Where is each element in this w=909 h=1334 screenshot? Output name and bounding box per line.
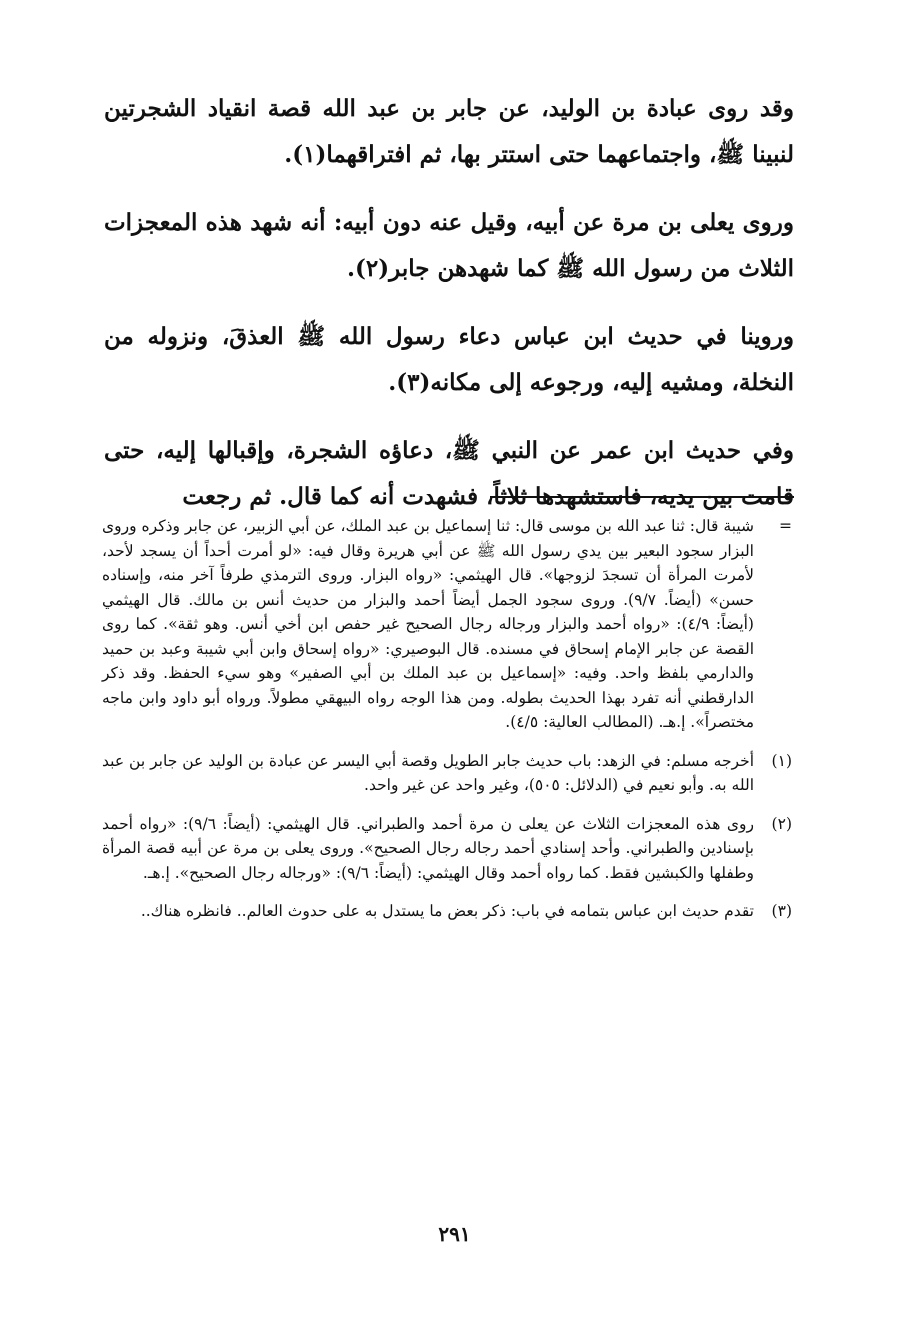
footnote-2 xyxy=(102,812,792,886)
footnote-1 xyxy=(102,749,792,798)
footnote-marker: (٣) xyxy=(771,902,792,920)
footnotes xyxy=(102,514,792,938)
footnote-3 xyxy=(102,899,792,924)
main-paragraph-4: وفي حديث ابن عمر عن النبي ﷺ، دعاؤه الشجرة، وإقبالها إليه، حتى قامت بين يديه، فاستشهدها ثلاثاً، فشهدت أنه كما قال. ثم رجعت xyxy=(104,437,794,510)
footnote-marker: (٢) xyxy=(771,814,792,833)
footnote-text: شيبة قال: ثنا عبد الله بن موسى قال: ثنا إسماعيل بن عبد الملك، عن أبي الزبير، عن جابر وذكره وروى البزار سجود البعير بين يدي رسول الله ﷺ عن أبي هريرة وقال فيه: «لو أمرت أحداً أن يسجد لأحد، لأمرت المرأة أن تسجدَ لزوجها». قال الهيثمي: «رواه البزار. وروى الترمذي طرفاً آخر منه، وإسناده حسن» (أيضاً. ٩/٧). وروى سجود الجمل أيضاً أحمد والبزار من حديث أنس بن مالك. قال الهيثمي (أيضاً: ٤/٩): «رواه أحمد والبزار ورجاله رجال الصحيح غير حفص ابن أخي أنس. وهو ثقة». كما روى القصة عن جابر الإمام إسحاق في مسنده. قال البوصيري: «رواه إسحاق وابن أبي شيبة وعبد بن حميد والدارمي بلفظ واحد. وفيه: «إسماعيل بن عبد الملك بن أبي الصفير» وهو سيء الحفظ. وقد ذكر الدارقطني أنه تفرد بهذا الحديث بطوله. ومن هذا الوجه رواه البيهقي مطولاً. ورواه أبو داود وابن ماجه مختصراً». إ.هـ. (المطالب العالية: ٤/٥). xyxy=(102,517,754,731)
footnote-text: أخرجه مسلم: في الزهد: باب حديث جابر الطويل وقصة أبي اليسر عن عبادة بن الوليد عن جابر بن عبد الله به. وأبو نعيم في (الدلائل: ٥٠٥)، وغير واحد عن غير واحد. xyxy=(102,751,754,794)
footnote-separator xyxy=(490,496,794,498)
page-number: ٢٩١ xyxy=(438,1222,471,1246)
main-text xyxy=(104,86,794,542)
main-paragraph-2: وروى يعلى بن مرة عن أبيه، وقيل عنه دون أبيه: أنه شهد هذه المعجزات الثلاث من رسول الله ﷺ كما شهدهن جابر(٢). xyxy=(104,209,794,282)
main-paragraph-3: وروينا في حديث ابن عباس دعاء رسول الله ﷺ العذقَ، ونزوله من النخلة، ومشيه إليه، ورجوعه إلى مكانه(٣). xyxy=(104,323,794,396)
footnote-marker: = xyxy=(779,517,792,535)
main-paragraph-1: وقد روى عبادة بن الوليد، عن جابر بن عبد الله قصة انقياد الشجرتين لنبينا ﷺ، واجتماعهما حتى استتر بها، ثم افتراقهما(١). xyxy=(104,95,794,168)
footnote-continued xyxy=(102,514,792,735)
footnote-text: روى هذه المعجزات الثلاث عن يعلى ن مرة أحمد والطبراني. قال الهيثمي: (أيضاً: ٩/٦): «رواه أحمد بإسنادين والطبراني. وأحد إسنادي أحمد رجاله رجال الصحيح». وروى يعلى بن مرة عن أبيه قصة المرأة وطفلها والكبشين فقط. كما رواه أحمد وقال الهيثمي: (أيضاً: ٩/٦): «ورجاله رجال الصحيح». إ.هـ. xyxy=(102,814,754,882)
footnote-text: تقدم حديث ابن عباس بتمامه في باب: ذكر بعض ما يستدل به على حدوث العالم.. فانظره هناك.. xyxy=(140,902,754,920)
footnote-marker: (١) xyxy=(771,751,792,770)
